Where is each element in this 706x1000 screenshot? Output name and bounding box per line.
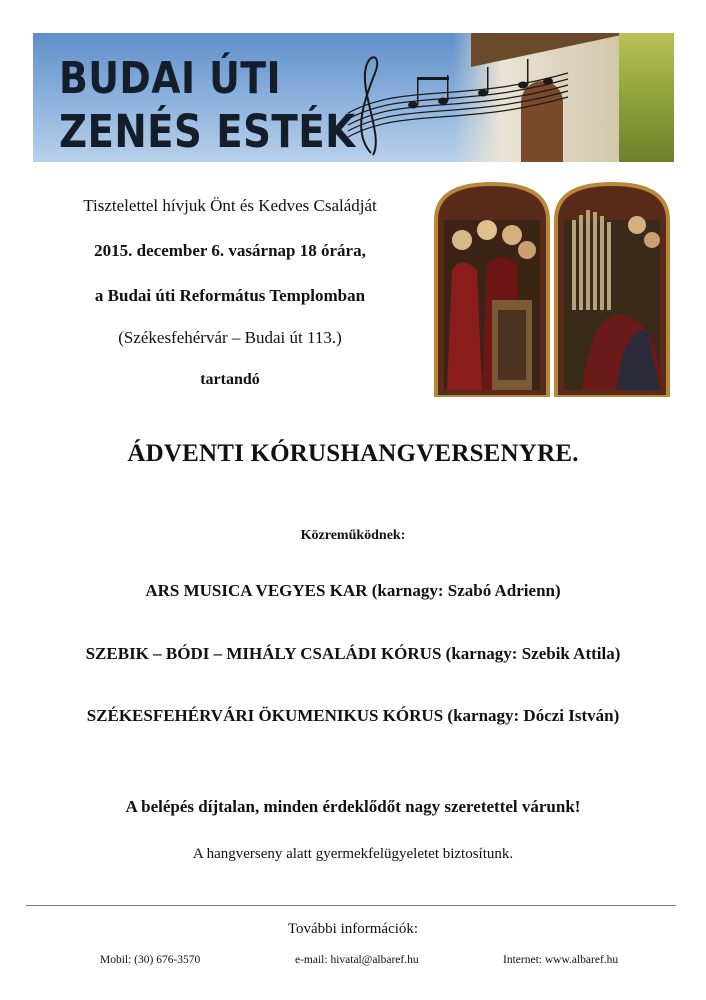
foliage-image: [619, 33, 674, 162]
footer-divider: [26, 905, 676, 906]
contact-website[interactable]: Internet: www.albaref.hu: [503, 954, 619, 966]
banner-title-line2: ZENÉS ESTÉK: [59, 105, 356, 158]
held-label: tartandó: [200, 371, 260, 388]
choir-item: SZÉKESFEHÉRVÁRI ÖKUMENIKUS KÓRUS (karnagy: Dóczi István): [86, 706, 620, 725]
header-banner: [33, 33, 674, 162]
altarpiece-painting-image: [432, 180, 672, 397]
free-entry-note: A belépés díjtalan, minden érdeklődőt nagy szeretettel várunk!: [125, 797, 581, 816]
event-headline: ÁDVENTI KÓRUSHANGVERSENYRE.: [127, 440, 579, 467]
more-info-label: További információk:: [287, 921, 419, 937]
choir-item: SZEBIK – BÓDI – MIHÁLY CSALÁDI KÓRUS (karnagy: Szebik Attila): [85, 644, 621, 663]
childcare-note: A hangverseny alatt gyermekfelügyeletet biztosítunk.: [192, 846, 514, 862]
music-notes-icon: [343, 43, 573, 162]
banner-title-line1: BUDAI ÚTI: [59, 53, 282, 104]
contributors-label: Közreműködnek:: [300, 528, 406, 543]
event-venue: a Budai úti Református Templomban: [94, 286, 366, 305]
invitation-line: Tisztelettel hívjuk Önt és Kedves Családját: [83, 196, 377, 215]
choir-item: ARS MUSICA VEGYES KAR (karnagy: Szabó Adrienn): [145, 581, 561, 600]
event-date: 2015. december 6. vasárnap 18 órára,: [94, 241, 366, 260]
contact-email[interactable]: e-mail: hivatal@albaref.hu: [295, 954, 419, 966]
contact-mobile: Mobil: (30) 676-3570: [100, 954, 201, 966]
event-address: (Székesfehérvár – Budai út 113.): [118, 328, 342, 347]
